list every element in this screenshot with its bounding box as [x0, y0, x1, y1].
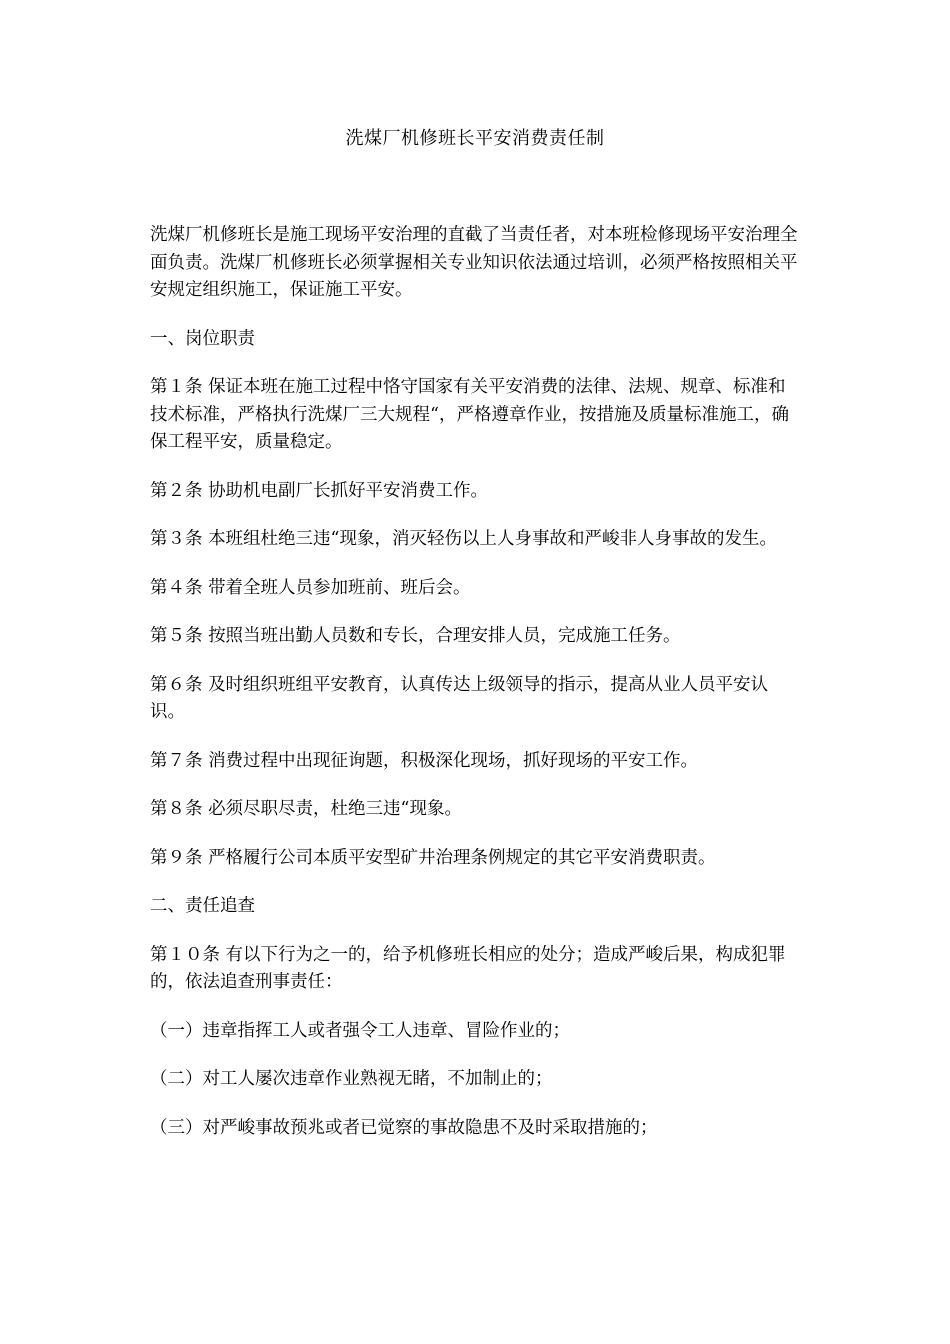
section-heading-accountability: 二、责任追查 [150, 896, 255, 916]
article-2: 第２条 协助机电副厂长抓好平安消费工作。 [150, 480, 489, 501]
article-7: 第７条 消费过程中出现征询题，积极深化现场，抓好现场的平安工作。 [150, 750, 699, 771]
article-3: 第３条 本班组杜绝三违“现象，消灭轻伤以上人身事故和严峻非人身事故的发生。 [150, 529, 778, 549]
article-1: 第１条 保证本班在施工过程中恪守国家有关平安消费的法律、法规、规章、标准和技术标准，严格执行洗煤厂三大规程“，严格遵章作业，按措施及质量标准施工，确保工程平安，质量稳定。 [150, 377, 789, 452]
article-8: 第８条 必须尽职尽责，杜绝三违“现象。 [150, 799, 463, 819]
article-6: 第６条 及时组织班组平安教育，认真传达上级领导的指示，提高从业人员平安认识。 [150, 674, 769, 722]
article-4: 第４条 带着全班人员参加班前、班后会。 [150, 577, 471, 598]
document-body [150, 222, 800, 1163]
intro-paragraph: 洗煤厂机修班长是施工现场平安治理的直截了当责任者，对本班检修现场平安治理全面负责。洗煤厂机修班长必须掌握相关专业知识依法通过培训，必须严格按照相关平安规定组织施工，保证施工平安。 [150, 225, 798, 300]
article-10: 第１０条 有以下行为之一的，给予机修班长相应的处分；造成严峻后果，构成犯罪的，依法追查刑事责任： [150, 944, 786, 992]
section-heading-duties: 一、岗位职责 [150, 328, 255, 349]
article-9: 第９条 严格履行公司本质平安型矿井治理条例规定的其它平安消费职责。 [150, 847, 716, 868]
clause-3: （三）对严峻事故预兆或者已觉察的事故隐患不及时采取措施的； [150, 1117, 658, 1138]
clause-1: （一）违章指挥工人或者强令工人违章、冒险作业的； [150, 1020, 570, 1041]
document-title: 洗煤厂机修班长平安消费责任制 [345, 128, 605, 149]
article-5: 第５条 按照当班出勤人员数和专长，合理安排人员，完成施工任务。 [150, 626, 681, 646]
clause-2: （二）对工人屡次违章作业熟视无睹，不加制止的； [150, 1069, 553, 1089]
